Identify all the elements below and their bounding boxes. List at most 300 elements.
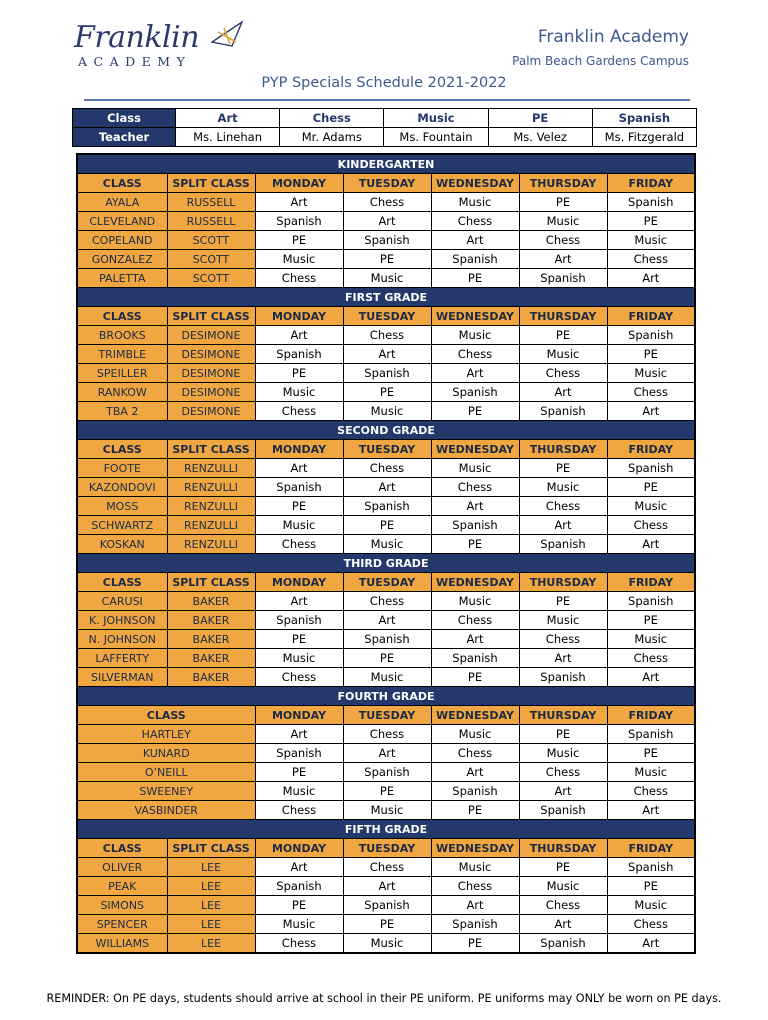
- special-cell: Spanish: [255, 478, 343, 497]
- subject-spanish: Spanish: [592, 109, 696, 128]
- special-cell: Art: [431, 763, 519, 782]
- special-cell: PE: [343, 250, 431, 269]
- column-header-day: WEDNESDAY: [431, 706, 519, 725]
- column-header-day: THURSDAY: [519, 573, 607, 592]
- column-header-day: WEDNESDAY: [431, 440, 519, 459]
- column-header-day: FRIDAY: [607, 440, 695, 459]
- split-class-cell: RENZULLI: [167, 478, 255, 497]
- class-name-cell: N. JOHNSON: [77, 630, 167, 649]
- teacher-row: [73, 128, 697, 147]
- table-row: [77, 345, 695, 364]
- special-cell: Music: [431, 459, 519, 478]
- table-row: [77, 383, 695, 402]
- column-header-split-class: SPLIT CLASS: [167, 573, 255, 592]
- class-name-cell: HARTLEY: [77, 725, 255, 744]
- table-row: [77, 402, 695, 421]
- franklin-academy-logo: [72, 18, 247, 70]
- special-cell: Spanish: [519, 668, 607, 687]
- table-row: [77, 592, 695, 611]
- split-class-cell: RUSSELL: [167, 193, 255, 212]
- special-cell: PE: [431, 535, 519, 554]
- column-header-day: FRIDAY: [607, 174, 695, 193]
- special-cell: Art: [607, 668, 695, 687]
- column-header-day: MONDAY: [255, 440, 343, 459]
- school-header: [512, 27, 689, 68]
- column-header-day: TUESDAY: [343, 839, 431, 858]
- special-cell: Music: [255, 649, 343, 668]
- special-cell: Chess: [519, 763, 607, 782]
- class-name-cell: KAZONDOVI: [77, 478, 167, 497]
- split-class-cell: SCOTT: [167, 231, 255, 250]
- special-cell: Spanish: [255, 877, 343, 896]
- table-row: [77, 516, 695, 535]
- subject-chess: Chess: [280, 109, 384, 128]
- split-class-cell: DESIMONE: [167, 345, 255, 364]
- special-cell: Spanish: [255, 212, 343, 231]
- special-cell: Art: [607, 934, 695, 954]
- class-name-cell: K. JOHNSON: [77, 611, 167, 630]
- special-cell: Spanish: [519, 535, 607, 554]
- subject-row: [73, 109, 697, 128]
- column-header-day: THURSDAY: [519, 706, 607, 725]
- column-header-class: CLASS: [77, 174, 167, 193]
- special-cell: PE: [343, 649, 431, 668]
- teacher-spanish: Ms. Fitzgerald: [592, 128, 696, 147]
- table-row: [77, 782, 695, 801]
- special-cell: Music: [431, 858, 519, 877]
- special-cell: Music: [607, 231, 695, 250]
- class-name-cell: O’NEILL: [77, 763, 255, 782]
- table-row: [77, 763, 695, 782]
- split-class-cell: LEE: [167, 877, 255, 896]
- column-header-day: WEDNESDAY: [431, 174, 519, 193]
- class-name-cell: OLIVER: [77, 858, 167, 877]
- special-cell: Art: [431, 896, 519, 915]
- special-cell: Music: [607, 497, 695, 516]
- split-class-cell: SCOTT: [167, 250, 255, 269]
- split-class-cell: BAKER: [167, 649, 255, 668]
- column-header-day: TUESDAY: [343, 307, 431, 326]
- table-row: [77, 896, 695, 915]
- grade-header-row: [77, 421, 695, 440]
- special-cell: Art: [607, 801, 695, 820]
- teacher-chess: Mr. Adams: [280, 128, 384, 147]
- split-class-cell: RENZULLI: [167, 535, 255, 554]
- table-row: [77, 630, 695, 649]
- special-cell: Chess: [519, 630, 607, 649]
- special-cell: Spanish: [343, 763, 431, 782]
- grade-header-row: [77, 687, 695, 706]
- table-row: [77, 212, 695, 231]
- column-header-row: [77, 440, 695, 459]
- special-cell: Art: [255, 725, 343, 744]
- special-cell: Art: [255, 193, 343, 212]
- column-header-row: [77, 706, 695, 725]
- special-cell: PE: [255, 630, 343, 649]
- special-cell: Art: [431, 364, 519, 383]
- column-header-day: FRIDAY: [607, 573, 695, 592]
- special-cell: Music: [255, 915, 343, 934]
- special-cell: Chess: [255, 535, 343, 554]
- special-cell: Spanish: [431, 782, 519, 801]
- special-cell: Spanish: [255, 611, 343, 630]
- special-cell: Chess: [431, 744, 519, 763]
- special-cell: PE: [431, 668, 519, 687]
- class-name-cell: SCHWARTZ: [77, 516, 167, 535]
- special-cell: Spanish: [343, 231, 431, 250]
- class-name-cell: RANKOW: [77, 383, 167, 402]
- class-name-cell: WILLIAMS: [77, 934, 167, 954]
- subject-music: Music: [384, 109, 488, 128]
- special-cell: PE: [431, 801, 519, 820]
- special-cell: Chess: [343, 725, 431, 744]
- special-cell: Chess: [343, 592, 431, 611]
- special-cell: Spanish: [343, 630, 431, 649]
- table-row: [77, 725, 695, 744]
- special-cell: Spanish: [519, 934, 607, 954]
- special-cell: Art: [519, 250, 607, 269]
- special-cell: Chess: [431, 478, 519, 497]
- table-row: [77, 478, 695, 497]
- split-class-cell: DESIMONE: [167, 364, 255, 383]
- special-cell: Chess: [519, 364, 607, 383]
- special-cell: PE: [431, 402, 519, 421]
- special-cell: Spanish: [607, 592, 695, 611]
- column-header-class: CLASS: [77, 307, 167, 326]
- special-cell: Music: [607, 364, 695, 383]
- table-row: [77, 668, 695, 687]
- split-class-cell: BAKER: [167, 668, 255, 687]
- column-header-day: WEDNESDAY: [431, 307, 519, 326]
- special-cell: Art: [607, 402, 695, 421]
- column-header-day: MONDAY: [255, 174, 343, 193]
- table-row: [77, 535, 695, 554]
- table-row: [77, 611, 695, 630]
- special-cell: Art: [343, 744, 431, 763]
- column-header-day: TUESDAY: [343, 440, 431, 459]
- special-cell: Spanish: [607, 326, 695, 345]
- special-cell: Spanish: [343, 497, 431, 516]
- column-header-day: TUESDAY: [343, 573, 431, 592]
- special-cell: Spanish: [431, 383, 519, 402]
- special-cell: PE: [519, 592, 607, 611]
- special-cell: Spanish: [607, 725, 695, 744]
- special-cell: Chess: [343, 459, 431, 478]
- grade-title: KINDERGARTEN: [77, 154, 695, 174]
- class-name-cell: BROOKS: [77, 326, 167, 345]
- split-class-cell: RUSSELL: [167, 212, 255, 231]
- class-name-cell: AYALA: [77, 193, 167, 212]
- special-cell: Art: [519, 516, 607, 535]
- class-name-cell: SILVERMAN: [77, 668, 167, 687]
- special-cell: Chess: [431, 611, 519, 630]
- split-class-cell: DESIMONE: [167, 402, 255, 421]
- special-cell: Music: [255, 516, 343, 535]
- special-cell: Art: [431, 630, 519, 649]
- column-header-day: MONDAY: [255, 706, 343, 725]
- special-cell: PE: [343, 782, 431, 801]
- class-name-cell: FOOTE: [77, 459, 167, 478]
- table-row: [77, 193, 695, 212]
- subject-pe: PE: [488, 109, 592, 128]
- column-header-split-class: SPLIT CLASS: [167, 307, 255, 326]
- table-row: [77, 915, 695, 934]
- special-cell: Music: [343, 535, 431, 554]
- table-row: [77, 497, 695, 516]
- special-cell: Chess: [343, 858, 431, 877]
- special-cell: Music: [343, 269, 431, 288]
- special-cell: PE: [431, 269, 519, 288]
- grade-header-row: [77, 820, 695, 839]
- split-class-cell: DESIMONE: [167, 383, 255, 402]
- special-cell: Art: [431, 497, 519, 516]
- special-cell: Chess: [607, 782, 695, 801]
- teacher-label: Teacher: [73, 128, 176, 147]
- teacher-music: Ms. Fountain: [384, 128, 488, 147]
- column-header-class: CLASS: [77, 839, 167, 858]
- special-cell: Music: [519, 744, 607, 763]
- column-header-day: WEDNESDAY: [431, 573, 519, 592]
- special-cell: Spanish: [255, 345, 343, 364]
- special-cell: Art: [255, 459, 343, 478]
- special-cell: Art: [431, 231, 519, 250]
- special-cell: Chess: [343, 326, 431, 345]
- grade-title: FIFTH GRADE: [77, 820, 695, 839]
- split-class-cell: LEE: [167, 934, 255, 954]
- class-name-cell: SWEENEY: [77, 782, 255, 801]
- special-cell: Spanish: [607, 858, 695, 877]
- class-name-cell: SPENCER: [77, 915, 167, 934]
- special-cell: Chess: [255, 402, 343, 421]
- special-cell: Art: [519, 649, 607, 668]
- special-cell: PE: [431, 934, 519, 954]
- special-cell: Music: [431, 193, 519, 212]
- special-cell: Spanish: [431, 516, 519, 535]
- column-header-row: [77, 174, 695, 193]
- teacher-art: Ms. Linehan: [176, 128, 280, 147]
- special-cell: PE: [343, 915, 431, 934]
- column-header-day: WEDNESDAY: [431, 839, 519, 858]
- table-row: [77, 459, 695, 478]
- special-cell: Art: [519, 915, 607, 934]
- special-cell: Spanish: [431, 915, 519, 934]
- grade-header-row: [77, 154, 695, 174]
- special-cell: PE: [519, 459, 607, 478]
- special-cell: Spanish: [255, 744, 343, 763]
- special-cell: Music: [519, 611, 607, 630]
- column-header-class: CLASS: [77, 440, 167, 459]
- special-cell: Chess: [255, 934, 343, 954]
- table-row: [77, 231, 695, 250]
- special-cell: Chess: [343, 193, 431, 212]
- special-cell: PE: [255, 497, 343, 516]
- teacher-pe: Ms. Velez: [488, 128, 592, 147]
- class-name-cell: SPEILLER: [77, 364, 167, 383]
- class-name-cell: KUNARD: [77, 744, 255, 763]
- grade-header-row: [77, 288, 695, 307]
- column-header-row: [77, 839, 695, 858]
- split-class-cell: BAKER: [167, 630, 255, 649]
- special-cell: Spanish: [519, 269, 607, 288]
- special-cell: Chess: [607, 516, 695, 535]
- table-row: [77, 744, 695, 763]
- special-cell: Chess: [607, 649, 695, 668]
- logo-script-text: Franklin: [74, 20, 200, 55]
- special-cell: Music: [607, 896, 695, 915]
- special-cell: PE: [607, 877, 695, 896]
- class-name-cell: CLEVELAND: [77, 212, 167, 231]
- special-cell: Music: [255, 383, 343, 402]
- column-header-row: [77, 307, 695, 326]
- special-cell: Music: [343, 668, 431, 687]
- column-header-day: MONDAY: [255, 307, 343, 326]
- class-name-cell: TBA 2: [77, 402, 167, 421]
- schedule-table: [76, 153, 696, 954]
- class-name-cell: CARUSI: [77, 592, 167, 611]
- grade-title: THIRD GRADE: [77, 554, 695, 573]
- column-header-class: CLASS: [77, 706, 255, 725]
- special-cell: Music: [519, 478, 607, 497]
- school-name: Franklin Academy: [537, 27, 689, 47]
- special-cell: Art: [343, 611, 431, 630]
- special-cell: Music: [431, 326, 519, 345]
- split-class-cell: LEE: [167, 915, 255, 934]
- special-cell: PE: [607, 478, 695, 497]
- column-header-day: FRIDAY: [607, 307, 695, 326]
- special-cell: Chess: [607, 915, 695, 934]
- special-cell: Art: [255, 858, 343, 877]
- special-cell: Art: [343, 345, 431, 364]
- split-class-cell: BAKER: [167, 592, 255, 611]
- special-cell: Chess: [431, 345, 519, 364]
- special-cell: Spanish: [431, 250, 519, 269]
- class-name-cell: PALETTA: [77, 269, 167, 288]
- table-row: [77, 858, 695, 877]
- column-header-day: THURSDAY: [519, 174, 607, 193]
- special-cell: Art: [343, 478, 431, 497]
- special-cell: Chess: [255, 801, 343, 820]
- table-row: [77, 801, 695, 820]
- special-cell: PE: [343, 516, 431, 535]
- special-cell: PE: [255, 896, 343, 915]
- special-cell: Chess: [431, 877, 519, 896]
- special-cell: Art: [255, 326, 343, 345]
- split-class-cell: SCOTT: [167, 269, 255, 288]
- column-header-day: TUESDAY: [343, 706, 431, 725]
- split-class-cell: RENZULLI: [167, 516, 255, 535]
- class-label: Class: [73, 109, 176, 128]
- special-cell: PE: [519, 326, 607, 345]
- special-cell: Art: [519, 383, 607, 402]
- special-cell: PE: [607, 611, 695, 630]
- special-cell: PE: [519, 193, 607, 212]
- special-cell: Chess: [519, 231, 607, 250]
- table-row: [77, 649, 695, 668]
- special-cell: Spanish: [607, 459, 695, 478]
- split-class-cell: LEE: [167, 896, 255, 915]
- special-cell: Music: [343, 801, 431, 820]
- special-cell: Art: [607, 535, 695, 554]
- special-cell: Music: [255, 782, 343, 801]
- special-cell: Spanish: [343, 896, 431, 915]
- class-name-cell: SIMONS: [77, 896, 167, 915]
- table-row: [77, 877, 695, 896]
- special-cell: Chess: [607, 250, 695, 269]
- split-class-cell: RENZULLI: [167, 459, 255, 478]
- special-cell: Art: [255, 592, 343, 611]
- special-cell: Chess: [519, 896, 607, 915]
- special-cell: PE: [519, 725, 607, 744]
- class-name-cell: MOSS: [77, 497, 167, 516]
- special-cell: PE: [255, 231, 343, 250]
- special-cell: Chess: [255, 269, 343, 288]
- class-name-cell: COPELAND: [77, 231, 167, 250]
- campus-name: Palm Beach Gardens Campus: [512, 54, 689, 68]
- special-cell: Art: [519, 782, 607, 801]
- special-cell: Music: [343, 402, 431, 421]
- grade-title: SECOND GRADE: [77, 421, 695, 440]
- split-class-cell: LEE: [167, 858, 255, 877]
- table-row: [77, 269, 695, 288]
- class-name-cell: VASBINDER: [77, 801, 255, 820]
- special-cell: PE: [255, 364, 343, 383]
- class-name-cell: PEAK: [77, 877, 167, 896]
- special-cell: Spanish: [431, 649, 519, 668]
- class-name-cell: GONZALEZ: [77, 250, 167, 269]
- split-class-cell: BAKER: [167, 611, 255, 630]
- table-row: [77, 364, 695, 383]
- column-header-split-class: SPLIT CLASS: [167, 174, 255, 193]
- column-header-day: MONDAY: [255, 839, 343, 858]
- special-cell: Music: [607, 763, 695, 782]
- column-header-day: MONDAY: [255, 573, 343, 592]
- logo-academy-text: ACADEMY: [78, 54, 192, 69]
- kite-icon: [210, 20, 244, 50]
- special-cell: Music: [431, 725, 519, 744]
- class-name-cell: TRIMBLE: [77, 345, 167, 364]
- special-cell: Chess: [519, 497, 607, 516]
- special-cell: Spanish: [519, 801, 607, 820]
- special-cell: Music: [343, 934, 431, 954]
- pe-uniform-reminder: REMINDER: On PE days, students should arrive at school in their PE uniform. PE uniforms may ONLY be worn on PE days.: [46, 992, 722, 1005]
- special-cell: Music: [431, 592, 519, 611]
- special-cell: Art: [607, 269, 695, 288]
- special-cell: PE: [607, 345, 695, 364]
- special-cell: PE: [607, 212, 695, 231]
- column-header-day: THURSDAY: [519, 440, 607, 459]
- grade-header-row: [77, 554, 695, 573]
- table-row: [77, 250, 695, 269]
- special-cell: Spanish: [607, 193, 695, 212]
- special-cell: Music: [519, 345, 607, 364]
- grade-title: FIRST GRADE: [77, 288, 695, 307]
- split-class-cell: DESIMONE: [167, 326, 255, 345]
- table-row: [77, 934, 695, 954]
- column-header-day: FRIDAY: [607, 706, 695, 725]
- special-cell: Music: [519, 212, 607, 231]
- column-header-day: THURSDAY: [519, 307, 607, 326]
- special-cell: Music: [519, 877, 607, 896]
- subject-art: Art: [176, 109, 280, 128]
- table-row: [77, 326, 695, 345]
- column-header-split-class: SPLIT CLASS: [167, 839, 255, 858]
- special-cell: Art: [343, 877, 431, 896]
- column-header-day: FRIDAY: [607, 839, 695, 858]
- class-name-cell: KOSKAN: [77, 535, 167, 554]
- special-cell: Chess: [255, 668, 343, 687]
- class-name-cell: LAFFERTY: [77, 649, 167, 668]
- special-cell: Chess: [607, 383, 695, 402]
